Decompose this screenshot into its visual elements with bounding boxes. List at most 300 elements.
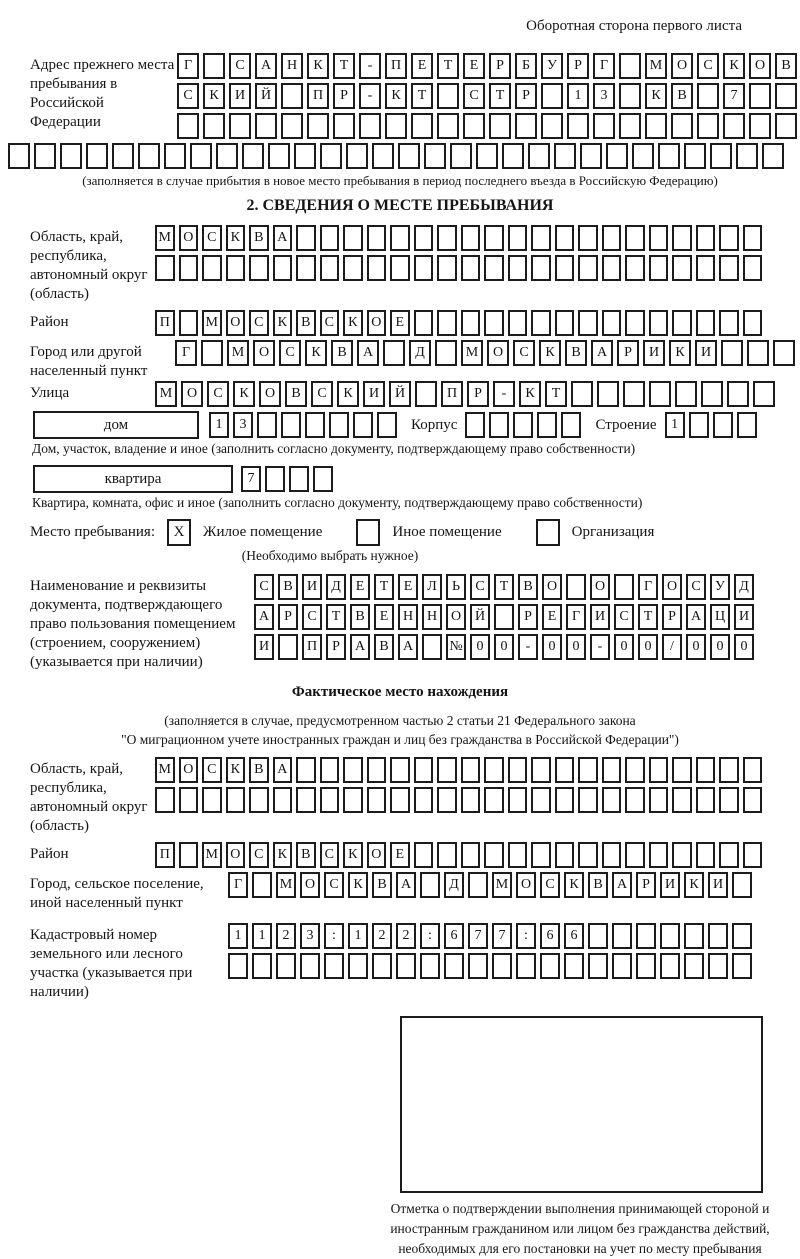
char-cell[interactable]: Т (326, 604, 346, 630)
char-cell[interactable]: К (203, 83, 225, 109)
char-cell[interactable]: С (320, 842, 340, 868)
prev-address-row-4[interactable] (8, 143, 800, 169)
char-cell[interactable] (296, 225, 316, 251)
char-cell[interactable] (649, 310, 669, 336)
char-cell[interactable]: 2 (372, 923, 392, 949)
char-cell[interactable]: К (385, 83, 407, 109)
prev-address-row-1[interactable] (177, 53, 797, 79)
document-row-3[interactable] (254, 634, 754, 660)
char-cell[interactable] (713, 412, 733, 438)
char-cell[interactable] (226, 787, 246, 813)
char-cell[interactable]: М (276, 872, 296, 898)
char-cell[interactable] (696, 842, 716, 868)
char-cell[interactable] (484, 310, 504, 336)
char-cell[interactable] (649, 842, 669, 868)
char-cell[interactable] (255, 113, 277, 139)
char-cell[interactable] (320, 787, 340, 813)
char-cell[interactable]: П (441, 381, 463, 407)
char-cell[interactable] (484, 842, 504, 868)
char-cell[interactable]: В (278, 574, 298, 600)
char-cell[interactable]: 2 (396, 923, 416, 949)
char-cell[interactable] (289, 466, 309, 492)
char-cell[interactable] (561, 412, 581, 438)
char-cell[interactable]: Р (518, 604, 538, 630)
char-cell[interactable] (732, 923, 752, 949)
char-cell[interactable]: Р (326, 634, 346, 660)
char-cell[interactable]: 0 (710, 634, 730, 660)
char-cell[interactable] (743, 255, 763, 281)
char-cell[interactable] (268, 143, 290, 169)
char-cell[interactable] (346, 143, 368, 169)
char-cell[interactable] (696, 787, 716, 813)
char-cell[interactable] (747, 340, 769, 366)
char-cell[interactable]: П (385, 53, 407, 79)
house-cells[interactable] (209, 412, 397, 438)
char-cell[interactable] (411, 113, 433, 139)
char-cell[interactable] (414, 757, 434, 783)
char-cell[interactable]: О (542, 574, 562, 600)
char-cell[interactable] (697, 83, 719, 109)
char-cell[interactable] (696, 225, 716, 251)
char-cell[interactable]: И (229, 83, 251, 109)
char-cell[interactable]: С (229, 53, 251, 79)
char-cell[interactable] (696, 255, 716, 281)
char-cell[interactable]: Г (228, 872, 248, 898)
char-cell[interactable] (701, 381, 723, 407)
char-cell[interactable] (531, 225, 551, 251)
char-cell[interactable]: П (302, 634, 322, 660)
char-cell[interactable] (508, 255, 528, 281)
char-cell[interactable] (649, 255, 669, 281)
char-cell[interactable] (228, 953, 248, 979)
char-cell[interactable] (329, 412, 349, 438)
char-cell[interactable]: В (296, 310, 316, 336)
char-cell[interactable] (437, 83, 459, 109)
char-cell[interactable]: 0 (638, 634, 658, 660)
char-cell[interactable]: К (305, 340, 327, 366)
char-cell[interactable] (625, 787, 645, 813)
char-cell[interactable]: - (493, 381, 515, 407)
char-cell[interactable]: К (343, 310, 363, 336)
char-cell[interactable] (420, 872, 440, 898)
char-cell[interactable]: 3 (300, 923, 320, 949)
char-cell[interactable]: И (734, 604, 754, 630)
char-cell[interactable] (424, 143, 446, 169)
char-cell[interactable] (468, 872, 488, 898)
char-cell[interactable] (203, 113, 225, 139)
char-cell[interactable] (385, 113, 407, 139)
char-cell[interactable]: О (179, 225, 199, 251)
char-cell[interactable]: И (643, 340, 665, 366)
char-cell[interactable] (461, 787, 481, 813)
char-cell[interactable] (719, 310, 739, 336)
char-cell[interactable]: Н (422, 604, 442, 630)
char-cell[interactable]: В (671, 83, 693, 109)
char-cell[interactable]: К (337, 381, 359, 407)
char-cell[interactable]: Ц (710, 604, 730, 630)
char-cell[interactable] (390, 255, 410, 281)
char-cell[interactable] (636, 923, 656, 949)
char-cell[interactable]: К (226, 757, 246, 783)
char-cell[interactable] (202, 255, 222, 281)
char-cell[interactable] (578, 757, 598, 783)
char-cell[interactable]: С (202, 225, 222, 251)
char-cell[interactable]: О (671, 53, 693, 79)
char-cell[interactable]: Р (489, 53, 511, 79)
char-cell[interactable]: 7 (492, 923, 512, 949)
char-cell[interactable]: О (590, 574, 610, 600)
char-cell[interactable] (619, 83, 641, 109)
char-cell[interactable] (179, 842, 199, 868)
char-cell[interactable]: - (359, 83, 381, 109)
cadastral-row-1[interactable] (228, 923, 752, 949)
char-cell[interactable] (743, 757, 763, 783)
char-cell[interactable] (273, 787, 293, 813)
char-cell[interactable] (540, 953, 560, 979)
char-cell[interactable] (179, 787, 199, 813)
char-cell[interactable]: Е (390, 842, 410, 868)
char-cell[interactable]: П (307, 83, 329, 109)
char-cell[interactable] (672, 787, 692, 813)
char-cell[interactable] (294, 143, 316, 169)
char-cell[interactable] (775, 83, 797, 109)
char-cell[interactable] (660, 923, 680, 949)
char-cell[interactable]: В (285, 381, 307, 407)
char-cell[interactable] (625, 255, 645, 281)
char-cell[interactable]: 3 (593, 83, 615, 109)
char-cell[interactable] (367, 787, 387, 813)
char-cell[interactable] (623, 381, 645, 407)
char-cell[interactable] (555, 225, 575, 251)
char-cell[interactable]: А (273, 225, 293, 251)
char-cell[interactable]: М (155, 225, 175, 251)
char-cell[interactable]: В (565, 340, 587, 366)
char-cell[interactable]: Е (542, 604, 562, 630)
char-cell[interactable]: С (513, 340, 535, 366)
char-cell[interactable]: К (226, 225, 246, 251)
char-cell[interactable] (390, 225, 410, 251)
char-cell[interactable] (564, 953, 584, 979)
char-cell[interactable]: О (253, 340, 275, 366)
char-cell[interactable]: И (254, 634, 274, 660)
char-cell[interactable] (537, 412, 557, 438)
char-cell[interactable] (437, 225, 457, 251)
char-cell[interactable]: Ь (446, 574, 466, 600)
char-cell[interactable]: О (367, 310, 387, 336)
char-cell[interactable] (249, 255, 269, 281)
char-cell[interactable]: Т (333, 53, 355, 79)
char-cell[interactable] (422, 634, 442, 660)
char-cell[interactable]: 6 (540, 923, 560, 949)
char-cell[interactable] (593, 113, 615, 139)
cadastral-row-2[interactable] (228, 953, 752, 979)
char-cell[interactable]: Р (333, 83, 355, 109)
char-cell[interactable]: К (273, 310, 293, 336)
char-cell[interactable] (719, 225, 739, 251)
prev-address-row-2[interactable] (177, 83, 797, 109)
char-cell[interactable]: К (519, 381, 541, 407)
char-cell[interactable]: 6 (564, 923, 584, 949)
char-cell[interactable] (276, 953, 296, 979)
char-cell[interactable] (625, 842, 645, 868)
char-cell[interactable] (138, 143, 160, 169)
char-cell[interactable] (588, 953, 608, 979)
char-cell[interactable]: 7 (468, 923, 488, 949)
char-cell[interactable] (343, 787, 363, 813)
char-cell[interactable] (508, 310, 528, 336)
district-row[interactable] (155, 310, 762, 336)
char-cell[interactable]: 7 (241, 466, 261, 492)
char-cell[interactable] (672, 757, 692, 783)
char-cell[interactable] (602, 225, 622, 251)
char-cell[interactable]: Г (566, 604, 586, 630)
char-cell[interactable] (721, 340, 743, 366)
char-cell[interactable]: В (374, 634, 394, 660)
char-cell[interactable] (396, 953, 416, 979)
korpus-cells[interactable] (465, 412, 581, 438)
char-cell[interactable]: Й (389, 381, 411, 407)
char-cell[interactable] (696, 310, 716, 336)
char-cell[interactable]: И (695, 340, 717, 366)
char-cell[interactable] (597, 381, 619, 407)
char-cell[interactable]: Е (411, 53, 433, 79)
char-cell[interactable] (226, 255, 246, 281)
char-cell[interactable]: У (541, 53, 563, 79)
char-cell[interactable] (508, 842, 528, 868)
char-cell[interactable]: Р (467, 381, 489, 407)
char-cell[interactable] (320, 143, 342, 169)
char-cell[interactable]: : (516, 923, 536, 949)
char-cell[interactable] (296, 757, 316, 783)
char-cell[interactable]: С (254, 574, 274, 600)
char-cell[interactable]: Е (374, 604, 394, 630)
char-cell[interactable]: Р (617, 340, 639, 366)
char-cell[interactable]: С (207, 381, 229, 407)
char-cell[interactable]: У (710, 574, 730, 600)
char-cell[interactable]: Д (326, 574, 346, 600)
char-cell[interactable] (737, 412, 757, 438)
char-cell[interactable] (502, 143, 524, 169)
char-cell[interactable] (414, 225, 434, 251)
char-cell[interactable]: О (179, 757, 199, 783)
char-cell[interactable] (719, 757, 739, 783)
char-cell[interactable] (508, 757, 528, 783)
char-cell[interactable] (112, 143, 134, 169)
char-cell[interactable] (252, 953, 272, 979)
char-cell[interactable] (164, 143, 186, 169)
char-cell[interactable]: О (749, 53, 771, 79)
char-cell[interactable]: С (177, 83, 199, 109)
char-cell[interactable] (229, 113, 251, 139)
char-cell[interactable]: № (446, 634, 466, 660)
char-cell[interactable]: Д (444, 872, 464, 898)
char-cell[interactable]: А (350, 634, 370, 660)
char-cell[interactable]: К (273, 842, 293, 868)
char-cell[interactable] (515, 113, 537, 139)
char-cell[interactable] (602, 842, 622, 868)
char-cell[interactable] (414, 255, 434, 281)
char-cell[interactable]: К (645, 83, 667, 109)
char-cell[interactable] (625, 310, 645, 336)
char-cell[interactable] (86, 143, 108, 169)
char-cell[interactable]: С (311, 381, 333, 407)
char-cell[interactable] (300, 953, 320, 979)
char-cell[interactable] (179, 310, 199, 336)
char-cell[interactable]: 0 (734, 634, 754, 660)
char-cell[interactable] (450, 143, 472, 169)
char-cell[interactable] (645, 113, 667, 139)
char-cell[interactable]: Т (638, 604, 658, 630)
char-cell[interactable] (708, 923, 728, 949)
char-cell[interactable] (437, 255, 457, 281)
char-cell[interactable] (252, 872, 272, 898)
char-cell[interactable] (398, 143, 420, 169)
char-cell[interactable]: И (363, 381, 385, 407)
char-cell[interactable] (743, 225, 763, 251)
char-cell[interactable]: Д (734, 574, 754, 600)
char-cell[interactable] (296, 787, 316, 813)
char-cell[interactable]: 0 (542, 634, 562, 660)
char-cell[interactable] (242, 143, 264, 169)
char-cell[interactable] (555, 787, 575, 813)
char-cell[interactable] (531, 757, 551, 783)
char-cell[interactable]: О (226, 310, 246, 336)
char-cell[interactable]: П (155, 842, 175, 868)
char-cell[interactable]: Н (398, 604, 418, 630)
char-cell[interactable] (649, 757, 669, 783)
char-cell[interactable] (313, 466, 333, 492)
char-cell[interactable]: - (359, 53, 381, 79)
char-cell[interactable]: Е (463, 53, 485, 79)
char-cell[interactable]: Т (494, 574, 514, 600)
char-cell[interactable]: С (324, 872, 344, 898)
char-cell[interactable]: О (446, 604, 466, 630)
char-cell[interactable]: С (279, 340, 301, 366)
char-cell[interactable]: 1 (567, 83, 589, 109)
char-cell[interactable] (377, 412, 397, 438)
char-cell[interactable] (201, 340, 223, 366)
char-cell[interactable]: М (202, 310, 222, 336)
char-cell[interactable]: - (590, 634, 610, 660)
char-cell[interactable]: Р (636, 872, 656, 898)
char-cell[interactable] (437, 787, 457, 813)
char-cell[interactable] (190, 143, 212, 169)
char-cell[interactable] (602, 255, 622, 281)
char-cell[interactable]: С (463, 83, 485, 109)
document-row-1[interactable] (254, 574, 754, 600)
char-cell[interactable]: И (708, 872, 728, 898)
char-cell[interactable] (177, 113, 199, 139)
char-cell[interactable] (531, 842, 551, 868)
char-cell[interactable]: 1 (209, 412, 229, 438)
char-cell[interactable]: Б (515, 53, 537, 79)
char-cell[interactable] (555, 757, 575, 783)
char-cell[interactable] (437, 310, 457, 336)
char-cell[interactable]: 7 (723, 83, 745, 109)
char-cell[interactable] (367, 225, 387, 251)
char-cell[interactable]: М (155, 381, 177, 407)
char-cell[interactable]: А (255, 53, 277, 79)
char-cell[interactable]: Г (177, 53, 199, 79)
char-cell[interactable] (775, 113, 797, 139)
char-cell[interactable] (588, 923, 608, 949)
char-cell[interactable]: Л (422, 574, 442, 600)
char-cell[interactable] (343, 255, 363, 281)
char-cell[interactable]: Т (411, 83, 433, 109)
char-cell[interactable]: М (461, 340, 483, 366)
char-cell[interactable]: О (259, 381, 281, 407)
char-cell[interactable] (684, 143, 706, 169)
char-cell[interactable]: В (775, 53, 797, 79)
char-cell[interactable]: А (273, 757, 293, 783)
char-cell[interactable] (708, 953, 728, 979)
char-cell[interactable] (216, 143, 238, 169)
char-cell[interactable]: 0 (494, 634, 514, 660)
char-cell[interactable]: К (233, 381, 255, 407)
char-cell[interactable] (516, 953, 536, 979)
char-cell[interactable] (320, 255, 340, 281)
char-cell[interactable] (571, 381, 593, 407)
char-cell[interactable] (743, 310, 763, 336)
stay-type-checkbox-organization[interactable] (536, 519, 560, 546)
char-cell[interactable] (155, 255, 175, 281)
char-cell[interactable]: А (591, 340, 613, 366)
char-cell[interactable]: Г (638, 574, 658, 600)
char-cell[interactable] (566, 574, 586, 600)
char-cell[interactable] (257, 412, 277, 438)
region2-row-2[interactable] (155, 787, 762, 813)
char-cell[interactable]: : (324, 923, 344, 949)
char-cell[interactable] (636, 953, 656, 979)
char-cell[interactable]: Т (374, 574, 394, 600)
document-row-2[interactable] (254, 604, 754, 630)
char-cell[interactable]: А (398, 634, 418, 660)
stroenie-cells[interactable] (665, 412, 757, 438)
char-cell[interactable]: О (367, 842, 387, 868)
char-cell[interactable] (414, 787, 434, 813)
char-cell[interactable] (414, 842, 434, 868)
char-cell[interactable] (359, 113, 381, 139)
char-cell[interactable] (484, 757, 504, 783)
char-cell[interactable]: М (492, 872, 512, 898)
char-cell[interactable] (484, 225, 504, 251)
char-cell[interactable] (528, 143, 550, 169)
char-cell[interactable]: Р (515, 83, 537, 109)
char-cell[interactable] (281, 83, 303, 109)
city2-row[interactable] (228, 872, 752, 898)
char-cell[interactable] (179, 255, 199, 281)
char-cell[interactable]: С (302, 604, 322, 630)
char-cell[interactable]: С (249, 842, 269, 868)
char-cell[interactable] (476, 143, 498, 169)
char-cell[interactable]: 0 (614, 634, 634, 660)
region2-row-1[interactable] (155, 757, 762, 783)
char-cell[interactable] (249, 787, 269, 813)
char-cell[interactable]: Й (470, 604, 490, 630)
char-cell[interactable] (489, 113, 511, 139)
char-cell[interactable] (672, 225, 692, 251)
char-cell[interactable]: 1 (228, 923, 248, 949)
char-cell[interactable]: 3 (233, 412, 253, 438)
char-cell[interactable] (348, 953, 368, 979)
char-cell[interactable]: Т (437, 53, 459, 79)
char-cell[interactable] (372, 953, 392, 979)
char-cell[interactable] (554, 143, 576, 169)
char-cell[interactable] (508, 787, 528, 813)
char-cell[interactable] (619, 113, 641, 139)
char-cell[interactable]: К (307, 53, 329, 79)
char-cell[interactable] (461, 757, 481, 783)
